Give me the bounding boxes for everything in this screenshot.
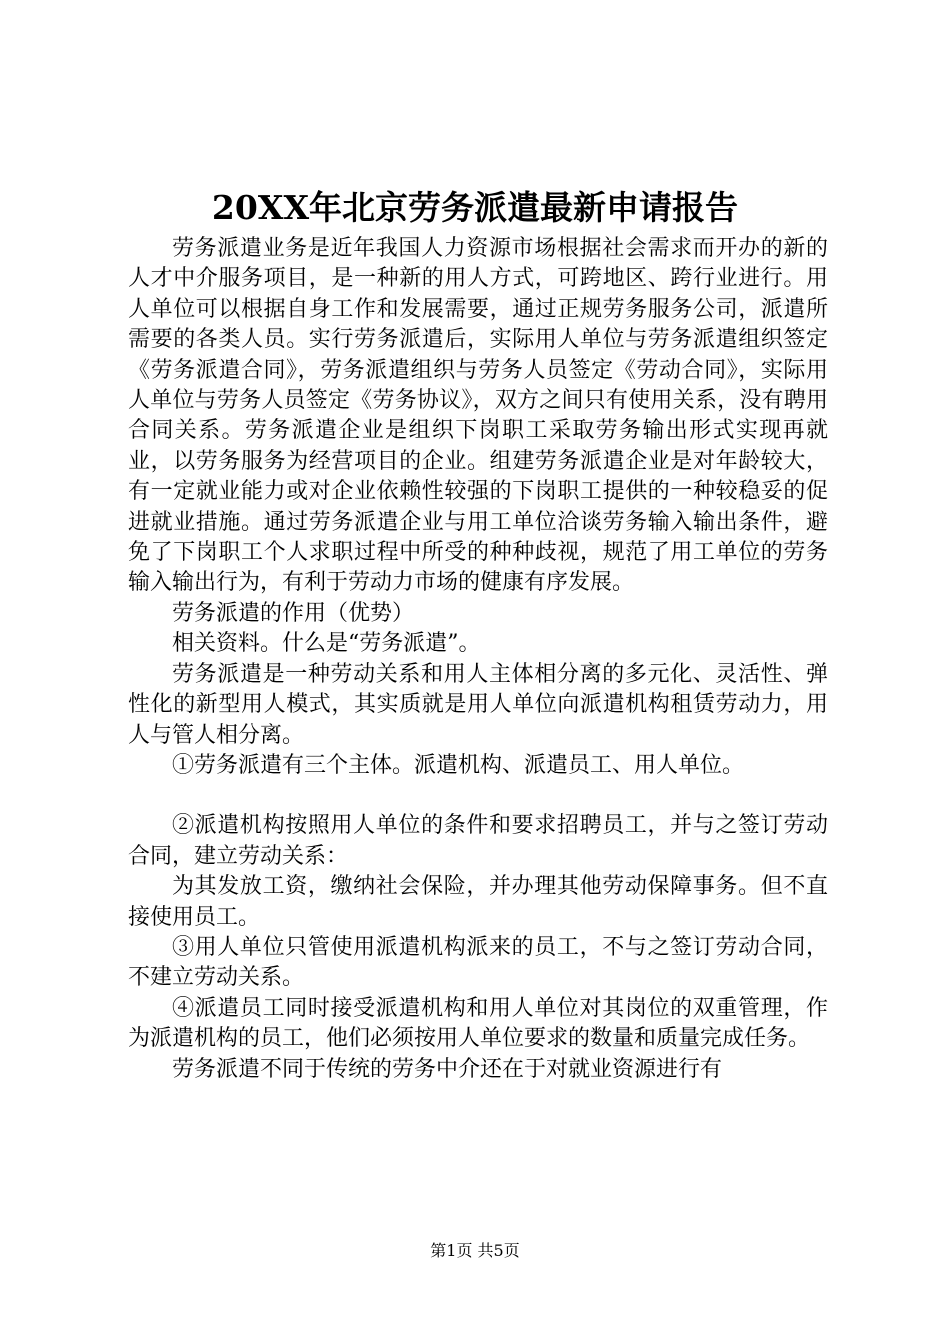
paragraph-definition: 劳务派遣是一种劳动关系和用人主体相分离的多元化、灵活性、弹性化的新型用人模式，其实质就是用人单位向派遣机构租赁劳动力，用人与管人相分离。 bbox=[128, 661, 828, 748]
paragraph-heading-role: 劳务派遣的作用（优势） bbox=[172, 600, 415, 626]
paragraph-related-info: 相关资料。什么是“劳务派遣”。 bbox=[172, 631, 481, 657]
paragraph-point-2-continued: 为其发放工资，缴纳社会保险，并办理其他劳动保障事务。但不直接使用员工。 bbox=[128, 874, 828, 930]
page-indicator: 第1页 共5页 bbox=[430, 1241, 520, 1260]
document-title: 20XX年北京劳务派遣最新申请报告 bbox=[211, 188, 739, 227]
paragraph-point-3: ③用人单位只管使用派遣机构派来的员工，不与之签订劳动合同，不建立劳动关系。 bbox=[128, 934, 828, 991]
paragraph-point-4: ④派遣员工同时接受派遣机构和用人单位对其岗位的双重管理，作为派遣机构的员工，他们必须按用人单位要求的数量和质量完成任务。 bbox=[128, 995, 828, 1052]
paragraph-difference: 劳务派遣不同于传统的劳务中介还在于对就业资源进行有 bbox=[172, 1056, 723, 1082]
paragraph-point-2: ②派遣机构按照用人单位的条件和要求招聘员工，并与之签订劳动合同，建立劳动关系： bbox=[128, 813, 828, 869]
paragraph-intro: 劳务派遣业务是近年我国人力资源市场根据社会需求而开办的新的人才中介服务项目，是一种新的用人方式，可跨地区、跨行业进行。用人单位可以根据自身工作和发展需要，通过正规劳务服务公司，派遣所需要的各类人员。实行劳务派遣后，实际用人单位与劳务派遣组织签定《劳务派遣合同》，劳务派遣组织与劳务人员签定《劳动合同》，实际用人单位与劳务人员签定《劳务协议》，双方之间只有使用关系，没有聘用合同关系。劳务派遣企业是组织下岗职工采取劳务输出形式实现再就业，以劳务服务为经营项目的企业。组建劳务派遣企业是对年龄较大，有一定就业能力或对企业依赖性较强的下岗职工提供的一种较稳妥的促进就业措施。通过劳务派遣企业与用工单位洽谈劳务输入输出条件，避免了下岗职工个人求职过程中所受的种种歧视，规范了用工单位的劳务输入输出行为，有利于劳动力市场的健康有序发展。 bbox=[128, 236, 828, 596]
paragraph-point-1: ①劳务派遣有三个主体。派遣机构、派遣员工、用人单位。 bbox=[172, 752, 745, 778]
document-body bbox=[128, 234, 828, 1085]
